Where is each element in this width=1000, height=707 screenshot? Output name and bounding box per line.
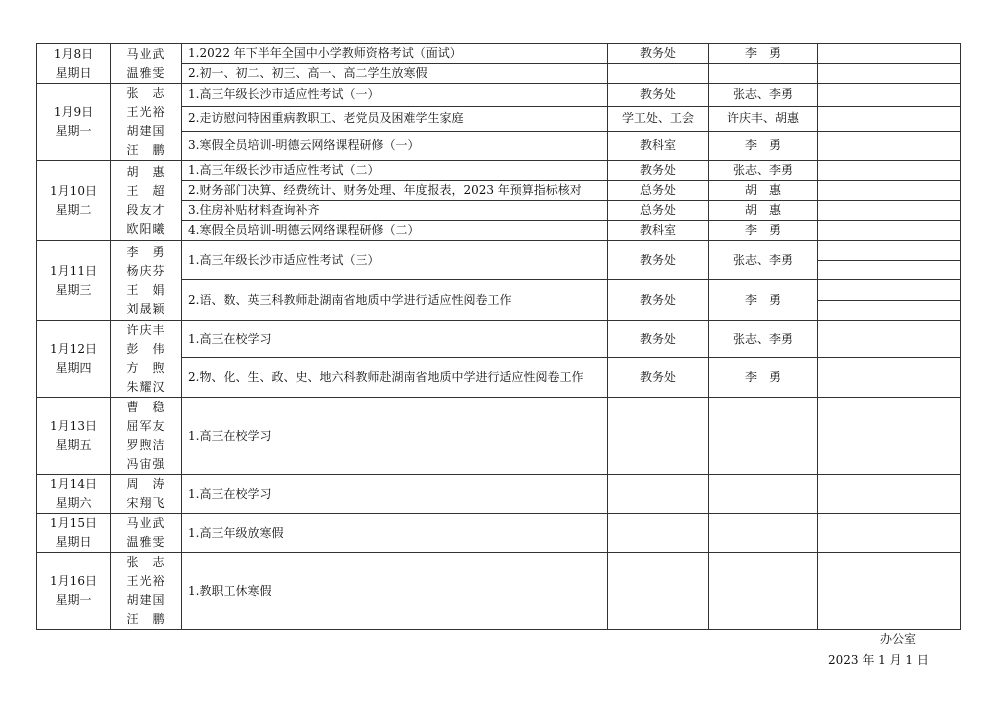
table-row bbox=[37, 398, 961, 475]
task-cell: 1.高三年级放寒假 bbox=[182, 514, 608, 553]
note-cell bbox=[818, 64, 961, 84]
weekday: 星期二 bbox=[55, 202, 92, 217]
date-cell bbox=[37, 84, 111, 161]
dept-cell bbox=[608, 398, 709, 475]
note-cell bbox=[818, 161, 961, 181]
table-row bbox=[37, 553, 961, 630]
dept-cell: 教务处 bbox=[608, 358, 709, 398]
date: 1月9日 bbox=[53, 105, 94, 119]
table-row bbox=[37, 161, 961, 181]
duty-name: 王 娟 bbox=[126, 282, 166, 297]
table-row bbox=[37, 514, 961, 553]
owner-cell: 李 勇 bbox=[709, 358, 818, 398]
dept-cell: 学工处、工会 bbox=[608, 106, 709, 131]
task-cell: 2.初一、初二、初三、高一、高二学生放寒假 bbox=[182, 64, 608, 84]
duty-cell bbox=[111, 514, 182, 553]
owner-cell: 张志、李勇 bbox=[709, 321, 818, 358]
weekday: 星期五 bbox=[55, 438, 92, 452]
duty-name: 杨庆芬 bbox=[126, 263, 166, 278]
date-cell bbox=[37, 475, 111, 514]
task-cell: 2.财务部门决算、经费统计、财务处理、年度报表，2023 年预算指标核对 bbox=[182, 181, 608, 201]
note-cell bbox=[818, 84, 961, 107]
dept-cell: 总务处 bbox=[608, 181, 709, 201]
note-cell bbox=[818, 131, 961, 160]
note-cell bbox=[818, 475, 961, 514]
duty-name: 胡 惠 bbox=[126, 164, 166, 179]
duty-name: 宋翔飞 bbox=[126, 496, 166, 510]
task-cell: 1.高三在校学习 bbox=[182, 321, 608, 358]
task-cell: 1.高三年级长沙市适应性考试（一） bbox=[182, 84, 608, 107]
duty-name: 屈军友 bbox=[126, 419, 166, 433]
date: 1月12日 bbox=[50, 342, 97, 356]
date: 1月8日 bbox=[53, 46, 94, 61]
duty-name: 罗煦洁 bbox=[126, 438, 166, 452]
date-cell bbox=[37, 553, 111, 630]
date: 1月11日 bbox=[50, 263, 97, 278]
note-cell bbox=[818, 398, 961, 475]
dept-cell bbox=[608, 553, 709, 630]
note-cell bbox=[818, 181, 961, 201]
dept-cell bbox=[608, 64, 709, 84]
owner-cell: 李 勇 bbox=[709, 131, 818, 160]
task-cell: 3.住房补贴材料查询补齐 bbox=[182, 201, 608, 221]
duty-cell bbox=[111, 553, 182, 630]
owner-cell: 张志、李勇 bbox=[709, 84, 818, 107]
duty-cell bbox=[111, 44, 182, 84]
duty-name: 胡建国 bbox=[126, 593, 166, 607]
note-cell bbox=[818, 358, 961, 398]
owner-cell: 胡 惠 bbox=[709, 201, 818, 221]
duty-name: 汪 鹏 bbox=[126, 612, 166, 626]
weekday: 星期一 bbox=[55, 124, 92, 138]
dept-cell: 教务处 bbox=[608, 321, 709, 358]
duty-cell bbox=[111, 475, 182, 514]
date-cell bbox=[37, 161, 111, 241]
weekday: 星期三 bbox=[55, 282, 92, 297]
duty-name: 王 超 bbox=[126, 183, 166, 198]
note-cell bbox=[818, 44, 961, 64]
duty-name: 彭 伟 bbox=[126, 342, 166, 356]
table-row bbox=[37, 475, 961, 514]
table-row bbox=[37, 84, 961, 107]
owner-cell: 胡 惠 bbox=[709, 181, 818, 201]
dept-cell bbox=[608, 475, 709, 514]
date-cell bbox=[37, 241, 111, 321]
date: 1月14日 bbox=[50, 477, 97, 491]
duty-name: 曹 稳 bbox=[126, 400, 166, 414]
owner-cell bbox=[709, 553, 818, 630]
owner-cell: 张志、李勇 bbox=[709, 241, 818, 280]
dept-cell bbox=[608, 514, 709, 553]
duty-name: 王光裕 bbox=[126, 105, 166, 119]
owner-cell bbox=[709, 514, 818, 553]
task-cell: 2.走访慰问特困重病教职工、老党员及困难学生家庭 bbox=[182, 106, 608, 131]
note-cell bbox=[818, 321, 961, 358]
task-cell: 1.教职工休寒假 bbox=[182, 553, 608, 630]
duty-name: 许庆丰 bbox=[126, 323, 166, 337]
duty-name: 朱耀汉 bbox=[126, 380, 166, 394]
note-cell bbox=[818, 241, 961, 280]
owner-cell bbox=[709, 475, 818, 514]
owner-cell: 李 勇 bbox=[709, 280, 818, 321]
note-cell bbox=[818, 280, 961, 321]
duty-cell bbox=[111, 84, 182, 161]
duty-name: 汪 鹏 bbox=[126, 143, 166, 157]
duty-name: 张 志 bbox=[126, 555, 166, 569]
note-cell bbox=[818, 106, 961, 131]
duty-cell bbox=[111, 398, 182, 475]
duty-name: 马业武 bbox=[126, 46, 166, 61]
note-cell bbox=[818, 221, 961, 241]
task-cell: 1.2022 年下半年全国中小学教师资格考试（面试） bbox=[182, 44, 608, 64]
task-cell: 4.寒假全员培训-明德云网络课程研修（二） bbox=[182, 221, 608, 241]
duty-name: 温雅雯 bbox=[126, 65, 166, 80]
duty-name: 胡建国 bbox=[126, 124, 166, 138]
date: 1月15日 bbox=[50, 516, 97, 530]
dept-cell: 教务处 bbox=[608, 84, 709, 107]
date: 1月13日 bbox=[50, 419, 97, 433]
task-cell: 2.语、数、英三科教师赴湖南省地质中学进行适应性阅卷工作 bbox=[182, 280, 608, 321]
dept-cell: 教务处 bbox=[608, 280, 709, 321]
duty-cell bbox=[111, 241, 182, 321]
task-cell: 2.物、化、生、政、史、地六科教师赴湖南省地质中学进行适应性阅卷工作 bbox=[182, 358, 608, 398]
note-cell bbox=[818, 553, 961, 630]
task-cell: 1.高三在校学习 bbox=[182, 398, 608, 475]
date: 1月16日 bbox=[50, 574, 97, 588]
dept-cell: 总务处 bbox=[608, 201, 709, 221]
task-cell: 1.高三年级长沙市适应性考试（三） bbox=[182, 241, 608, 280]
dept-cell: 教务处 bbox=[608, 161, 709, 181]
owner-cell: 许庆丰、胡惠 bbox=[709, 106, 818, 131]
table-row bbox=[37, 44, 961, 64]
date-cell bbox=[37, 398, 111, 475]
duty-name: 刘晟颖 bbox=[126, 301, 166, 316]
owner-cell: 张志、李勇 bbox=[709, 161, 818, 181]
owner-cell: 李 勇 bbox=[709, 221, 818, 241]
weekday: 星期六 bbox=[55, 496, 92, 510]
owner-cell bbox=[709, 64, 818, 84]
weekday: 星期一 bbox=[55, 593, 92, 607]
duty-name: 王光裕 bbox=[126, 574, 166, 588]
duty-name: 方 煦 bbox=[126, 361, 166, 375]
footer-office: 办公室 bbox=[880, 632, 917, 646]
table-row bbox=[37, 241, 961, 280]
note-cell bbox=[818, 514, 961, 553]
weekday: 星期日 bbox=[55, 65, 92, 80]
table-row bbox=[37, 321, 961, 358]
footer-date: 2023 年 1 月 1 日 bbox=[828, 653, 929, 667]
duty-cell bbox=[111, 321, 182, 398]
duty-name: 马业武 bbox=[126, 516, 166, 530]
duty-name: 冯宙强 bbox=[126, 457, 166, 471]
dept-cell: 教务处 bbox=[608, 241, 709, 280]
schedule-table bbox=[36, 43, 961, 630]
dept-cell: 教科室 bbox=[608, 221, 709, 241]
date: 1月10日 bbox=[50, 183, 97, 198]
date-cell bbox=[37, 514, 111, 553]
task-cell: 3.寒假全员培训-明德云网络课程研修（一） bbox=[182, 131, 608, 160]
task-cell: 1.高三在校学习 bbox=[182, 475, 608, 514]
dept-cell: 教务处 bbox=[608, 44, 709, 64]
owner-cell bbox=[709, 398, 818, 475]
duty-name: 欧阳曦 bbox=[126, 221, 166, 236]
duty-name: 李 勇 bbox=[126, 244, 166, 259]
date-cell bbox=[37, 44, 111, 84]
duty-cell bbox=[111, 161, 182, 241]
duty-name: 张 志 bbox=[126, 86, 166, 100]
weekday: 星期日 bbox=[55, 535, 92, 549]
duty-name: 周 涛 bbox=[126, 477, 166, 491]
task-cell: 1.高三年级长沙市适应性考试（二） bbox=[182, 161, 608, 181]
duty-name: 温雅雯 bbox=[126, 535, 166, 549]
weekday: 星期四 bbox=[55, 361, 92, 375]
note-cell bbox=[818, 201, 961, 221]
date-cell bbox=[37, 321, 111, 398]
dept-cell: 教科室 bbox=[608, 131, 709, 160]
duty-name: 段友才 bbox=[126, 202, 166, 217]
owner-cell: 李 勇 bbox=[709, 44, 818, 64]
